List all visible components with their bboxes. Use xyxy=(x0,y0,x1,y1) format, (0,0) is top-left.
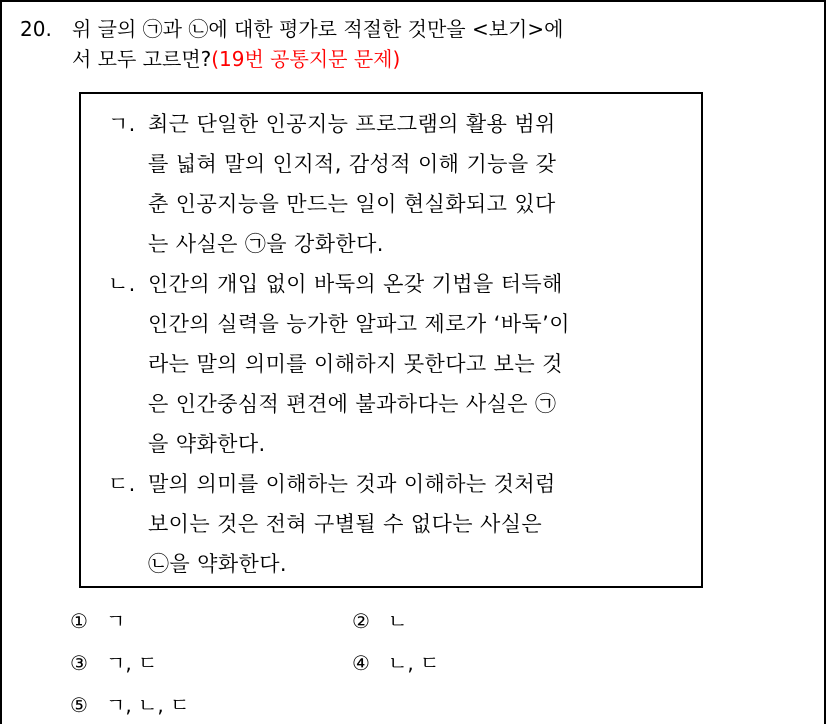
answer-choice-5-number: ⑤ xyxy=(70,693,88,717)
bogi-item-c-line-2: 보이는 것은 전혀 구별될 수 없다는 사실은 xyxy=(148,512,543,536)
bogi-item-a-line-2: 를 넓혀 말의 인지적, 감성적 이해 기능을 갖 xyxy=(148,152,557,176)
answer-choice-1-number: ① xyxy=(70,609,88,633)
bogi-item-a-line-3: 춘 인공지능을 만드는 일이 현실화되고 있다 xyxy=(148,192,556,216)
question-line-2 xyxy=(20,44,800,74)
bogi-item-b-line-5: 을 약화한다. xyxy=(148,432,266,456)
bogi-item-b-line-2: 인간의 실력을 능가한 알파고 제로가 ‘바둑’이 xyxy=(148,312,570,336)
bogi-item-c-line-1: 말의 의미를 이해하는 것과 이해하는 것처럼 xyxy=(148,472,556,496)
answer-choice-5[interactable] xyxy=(70,690,189,720)
bogi-marker-b: ㄴ. xyxy=(108,272,136,296)
bogi-item-a xyxy=(108,104,688,264)
answer-choice-3[interactable] xyxy=(70,648,157,678)
bogi-item-b-line-1: 인간의 개입 없이 바둑의 온갖 기법을 터득해 xyxy=(148,272,563,296)
frame-top-border xyxy=(0,0,826,2)
question-stem xyxy=(20,14,800,74)
answer-choice-2-text: ㄴ xyxy=(388,609,408,633)
answer-choice-5-text: ㄱ, ㄴ, ㄷ xyxy=(106,693,190,717)
answer-choice-4-text: ㄴ, ㄷ xyxy=(388,651,440,675)
bogi-item-a-line-1: 최근 단일한 인공지능 프로그램의 활용 범위 xyxy=(148,112,556,136)
question-number: 20. xyxy=(20,17,52,41)
question-text-line-2: 서 모두 고르면? xyxy=(72,47,212,71)
bogi-item-a-line-4: 는 사실은 ㉠을 강화한다. xyxy=(148,232,384,256)
answer-choice-2-number: ② xyxy=(352,609,370,633)
question-note: (19번 공통지문 문제) xyxy=(211,47,401,71)
bogi-item-b-line-4: 은 인간중심적 편견에 불과하다는 사실은 ㉠ xyxy=(148,392,557,416)
bogi-item-c xyxy=(108,464,688,584)
question-text-line-1: 위 글의 ㉠과 ㉡에 대한 평가로 적절한 것만을 <보기>에 xyxy=(72,17,564,41)
answer-choice-3-text: ㄱ, ㄷ xyxy=(106,651,158,675)
answer-choice-4-number: ④ xyxy=(352,651,370,675)
frame-left-border xyxy=(0,0,2,724)
answer-choice-4[interactable] xyxy=(352,648,439,678)
question-line-1 xyxy=(20,14,800,44)
answer-choice-3-number: ③ xyxy=(70,651,88,675)
answer-choice-2[interactable] xyxy=(352,606,407,636)
bogi-marker-a: ㄱ. xyxy=(108,112,136,136)
bogi-item-c-line-3: ㉡을 약화한다. xyxy=(148,552,287,576)
answer-choice-1-text: ㄱ xyxy=(106,609,126,633)
bogi-item-b-line-3: 라는 말의 의미를 이해하지 못한다고 보는 것 xyxy=(148,352,563,376)
bogi-box xyxy=(79,92,703,588)
answer-choice-1[interactable] xyxy=(70,606,125,636)
bogi-item-b xyxy=(108,264,688,464)
bogi-marker-c: ㄷ. xyxy=(108,472,136,496)
